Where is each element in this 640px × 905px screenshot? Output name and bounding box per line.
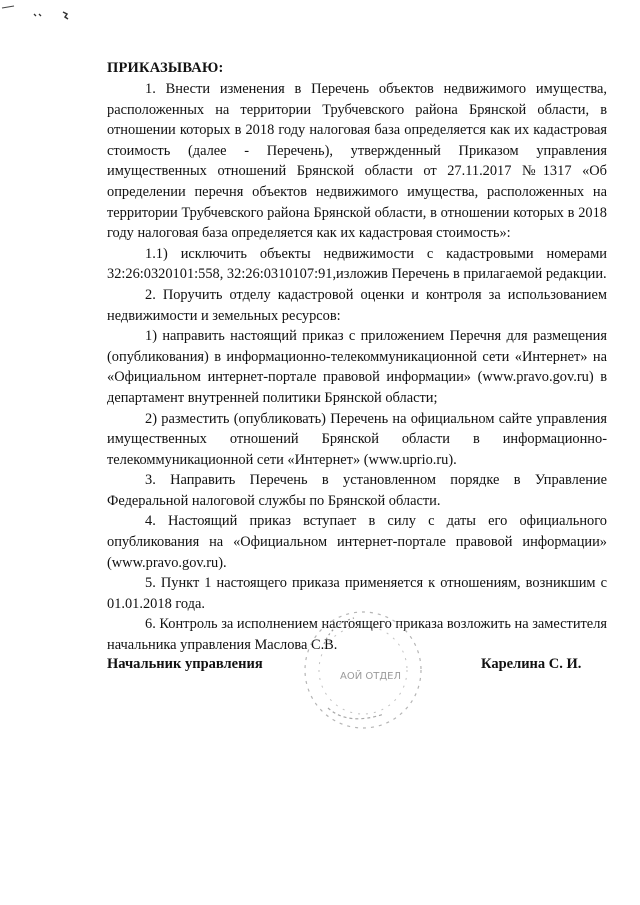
document-body xyxy=(107,79,607,656)
signatory-position: Начальник управления xyxy=(107,656,263,672)
paragraph-4 xyxy=(107,511,607,573)
signatory-name: Карелина С. И. xyxy=(481,656,582,672)
stamp-text: АОЙ ОТДЕЛ xyxy=(340,671,402,682)
paragraph-6-text: 6. Контроль за исполнением настоящего приказа возложить на заместителя начальника управления Маслова С.В. xyxy=(107,616,607,654)
paragraph-1-text: 1. Внести изменения в Перечень объектов недвижимого имущества, расположенных на территории Трубчевского района Брянской области, в отношении которых в 2018 году налоговая база определяется как их кадастровая стоимость (далее - Перечень), утвержденный Приказом управления имущественных отношений Брянской области от 27.11.2017 №1317 «Об определении перечня объектов недвижимого имущества, расположенных на территории Трубчевского района Брянской области, в отношении которых в 2018 году налоговая база определяется как их кадастровая стоимость»: xyxy=(107,81,607,242)
signature-row xyxy=(0,656,640,680)
paragraph-1-1-text: 1.1) исключить объекты недвижимости с кадастровыми номерами 32:26:0320101:558, 32:26:0310107:91,изложив Перечень в прилагаемой редакции. xyxy=(107,245,607,283)
paragraph-2-text: 2. Поручить отделу кадастровой оценки и контроля за использованием недвижимости и земельных ресурсов: xyxy=(107,286,607,324)
paragraph-4-text: 4. Настоящий приказ вступает в силу с даты его официального опубликования на «Официальном интернет-портале правовой информации» (www.pravo.gov.ru). xyxy=(107,513,607,571)
paragraph-2-1-text: 1) направить настоящий приказ с приложением Перечня для размещения (опубликования) в информационно-телекоммуникационной сети «Интернет» на «Официальном интернет-портале правовой информации» (www.pravo.gov.ru) в департамент внутренней политики Брянской области; xyxy=(107,328,607,406)
scan-marks xyxy=(0,0,90,30)
paragraph-1-1 xyxy=(107,244,607,285)
paragraph-1 xyxy=(107,79,607,244)
order-heading: ПРИКАЗЫВАЮ: xyxy=(107,60,224,76)
paragraph-5-text: 5. Пункт 1 настоящего приказа применяется к отношениям, возникшим с 01.01.2018 года. xyxy=(107,575,607,612)
paragraph-2 xyxy=(107,285,607,326)
paragraph-2-1 xyxy=(107,326,607,408)
paragraph-2-2-text: 2) разместить (опубликовать) Перечень на официальном сайте управления имущественных отношений Брянской области в информационно-телекоммуникационной сети «Интернет» (www.uprio.ru). xyxy=(107,410,607,468)
paragraph-3-text: 3. Направить Перечень в установленном порядке в Управление Федеральной налоговой службы по Брянской области. xyxy=(107,472,607,509)
paragraph-3 xyxy=(107,470,607,511)
paragraph-2-2 xyxy=(107,409,607,471)
